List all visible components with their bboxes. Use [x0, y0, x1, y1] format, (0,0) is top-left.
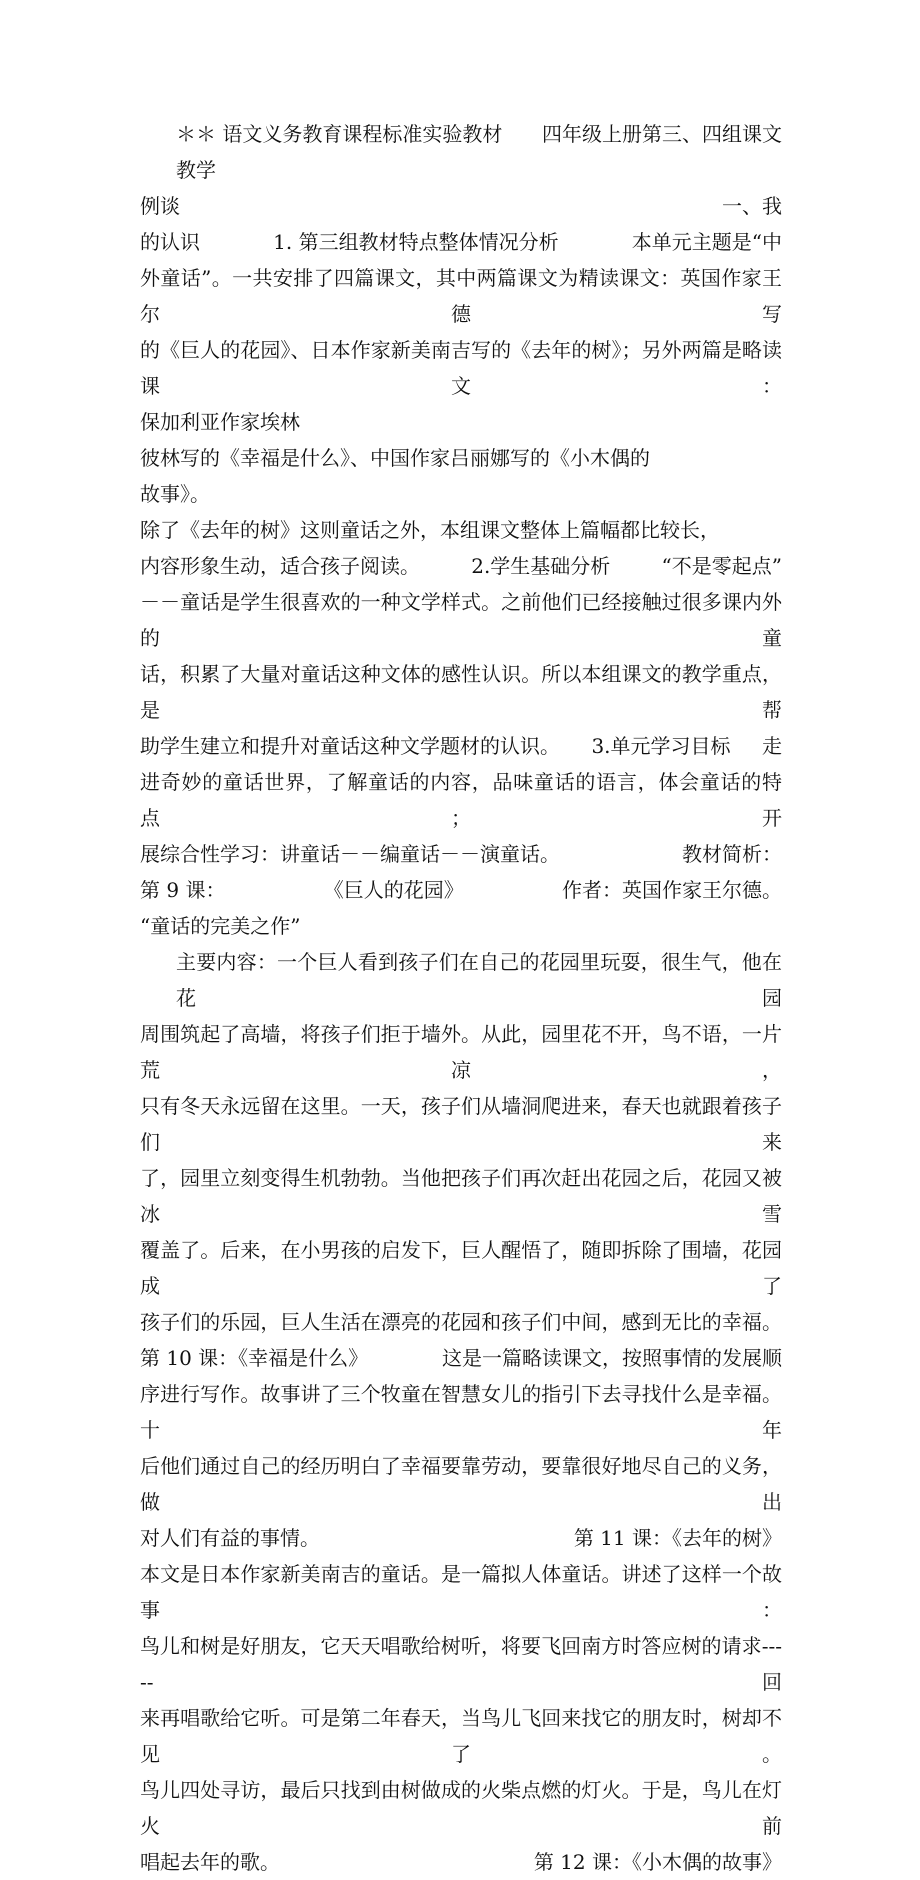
- text-segment: 对人们有益的事情。: [140, 1526, 320, 1550]
- text-line: [140, 188, 782, 224]
- text-line: [140, 1376, 782, 1448]
- text-segment: 话，积累了大量对童话这种文体的感性认识。所以本组课文的教学重点，是帮: [140, 662, 782, 722]
- text-segment: 本单元主题是“中: [631, 230, 782, 254]
- text-segment: “童话的完美之作”: [140, 914, 301, 938]
- text-line: [140, 1232, 782, 1304]
- text-segment: －－童话是学生很喜欢的一种文学样式。之前他们已经接触过很多课内外的童: [140, 590, 782, 650]
- text-segment: 第 10 课：《幸福是什么》: [140, 1346, 369, 1370]
- text-line: [140, 1700, 782, 1772]
- text-segment: 彼林写的《幸福是什么》、中国作家吕丽娜写的《小木偶的: [140, 446, 650, 470]
- text-segment: 鸟儿四处寻访，最后只找到由树做成的火柴点燃的灯火。于是，鸟儿在灯火前: [140, 1778, 782, 1838]
- text-segment: 一、我: [722, 194, 782, 218]
- text-line: [140, 1160, 782, 1232]
- text-segment: 走: [762, 734, 782, 758]
- text-segment: 孩子们的乐园，巨人生活在漂亮的花园和孩子们中间，感到无比的幸福。: [140, 1310, 782, 1334]
- text-segment: 这是一篇略读课文，按照事情的发展顺: [442, 1346, 782, 1370]
- text-line: [140, 1520, 782, 1556]
- text-segment: ＊＊ 语文义务教育课程标准实验教材: [176, 122, 503, 146]
- text-segment: 第 12 课：《小木偶的故事》: [533, 1850, 782, 1874]
- text-line: [140, 1448, 782, 1520]
- text-segment: 第 9 课：: [140, 878, 226, 902]
- text-line: [140, 548, 782, 584]
- text-segment: 《巨人的花园》: [323, 878, 464, 902]
- text-line: [140, 872, 782, 944]
- text-line: [140, 332, 782, 404]
- text-segment: 进奇妙的童话世界，了解童话的内容，品味童话的语言，体会童话的特点；开: [140, 770, 782, 830]
- text-segment: 来再唱歌给它听。可是第二年春天，当鸟儿飞回来找它的朋友时，树却不见了。: [140, 1706, 782, 1766]
- text-line: [140, 1772, 782, 1844]
- text-line: [140, 1304, 782, 1340]
- text-segment: 序进行写作。故事讲了三个牧童在智慧女儿的指引下去寻找什么是幸福。十年: [140, 1382, 782, 1442]
- text-segment: 的《巨人的花园》、日本作家新美南吉写的《去年的树》；另外两篇是略读课文：: [140, 338, 782, 398]
- text-segment: 周围筑起了高墙，将孩子们拒于墙外。从此，园里花不开，鸟不语，一片荒凉，: [140, 1022, 782, 1082]
- document-body: [140, 116, 782, 1880]
- text-segment: 3.单元学习目标: [591, 734, 731, 758]
- text-line: [140, 728, 782, 764]
- text-line: [140, 1088, 782, 1160]
- text-segment: 唱起去年的歌。: [140, 1850, 280, 1874]
- text-segment: 例谈: [140, 194, 180, 218]
- text-segment: 1. 第三组教材特点整体情况分析: [273, 230, 559, 254]
- text-line: [140, 1016, 782, 1088]
- text-line: [140, 404, 782, 476]
- text-segment: 主要内容：一个巨人看到孩子们在自己的花园里玩耍，很生气，他在花园: [176, 950, 782, 1010]
- text-segment: 外童话”。一共安排了四篇课文，其中两篇课文为精读课文：英国作家王尔德写: [140, 266, 782, 326]
- text-line: [140, 764, 782, 836]
- text-segment: 教学: [176, 158, 216, 182]
- text-line: [140, 1340, 782, 1376]
- text-segment: 后他们通过自己的经历明白了幸福要靠劳动，要靠很好地尽自己的义务，做出: [140, 1454, 782, 1514]
- text-segment: 教材简析：: [682, 842, 782, 866]
- text-segment: 了，园里立刻变得生机勃勃。当他把孩子们再次赶出花园之后，花园又被冰雪: [140, 1166, 782, 1226]
- text-line: [140, 1844, 782, 1880]
- text-segment: 除了《去年的树》这则童话之外，本组课文整体上篇幅都比较长，: [140, 518, 720, 542]
- text-line: [140, 656, 782, 728]
- text-line: [140, 1556, 782, 1628]
- text-segment: 的认识: [140, 230, 200, 254]
- text-segment: 四年级上册第三、四组课文: [542, 122, 782, 146]
- text-segment: 覆盖了。后来，在小男孩的启发下，巨人醒悟了，随即拆除了围墙，花园成了: [140, 1238, 782, 1298]
- text-segment: 助学生建立和提升对童话这种文学题材的认识。: [140, 734, 560, 758]
- text-line: [140, 260, 782, 332]
- text-line: [140, 584, 782, 656]
- text-line: [140, 224, 782, 260]
- text-segment: 故事》。: [140, 482, 210, 506]
- text-segment: 保加利亚作家埃林: [140, 410, 300, 434]
- text-line: [140, 944, 782, 1016]
- text-line: [140, 836, 782, 872]
- text-line: [140, 116, 782, 188]
- text-line: [140, 1628, 782, 1700]
- text-segment: 2.学生基础分析: [471, 554, 611, 578]
- text-segment: 作者：英国作家王尔德。: [561, 878, 782, 902]
- text-segment: “不是零起点”: [661, 554, 782, 578]
- text-segment: 展综合性学习：讲童话－－编童话－－演童话。: [140, 842, 560, 866]
- text-segment: 鸟儿和树是好朋友，它天天唱歌给树听，将要飞回南方时答应树的请求-----回: [140, 1634, 782, 1694]
- text-segment: 本文是日本作家新美南吉的童话。是一篇拟人体童话。讲述了这样一个故事：: [140, 1562, 782, 1622]
- text-segment: 只有冬天永远留在这里。一天，孩子们从墙洞爬进来，春天也就跟着孩子们来: [140, 1094, 782, 1154]
- text-line: [140, 476, 782, 548]
- text-segment: 第 11 课：《去年的树》: [573, 1526, 782, 1550]
- text-segment: 内容形象生动，适合孩子阅读。: [140, 554, 420, 578]
